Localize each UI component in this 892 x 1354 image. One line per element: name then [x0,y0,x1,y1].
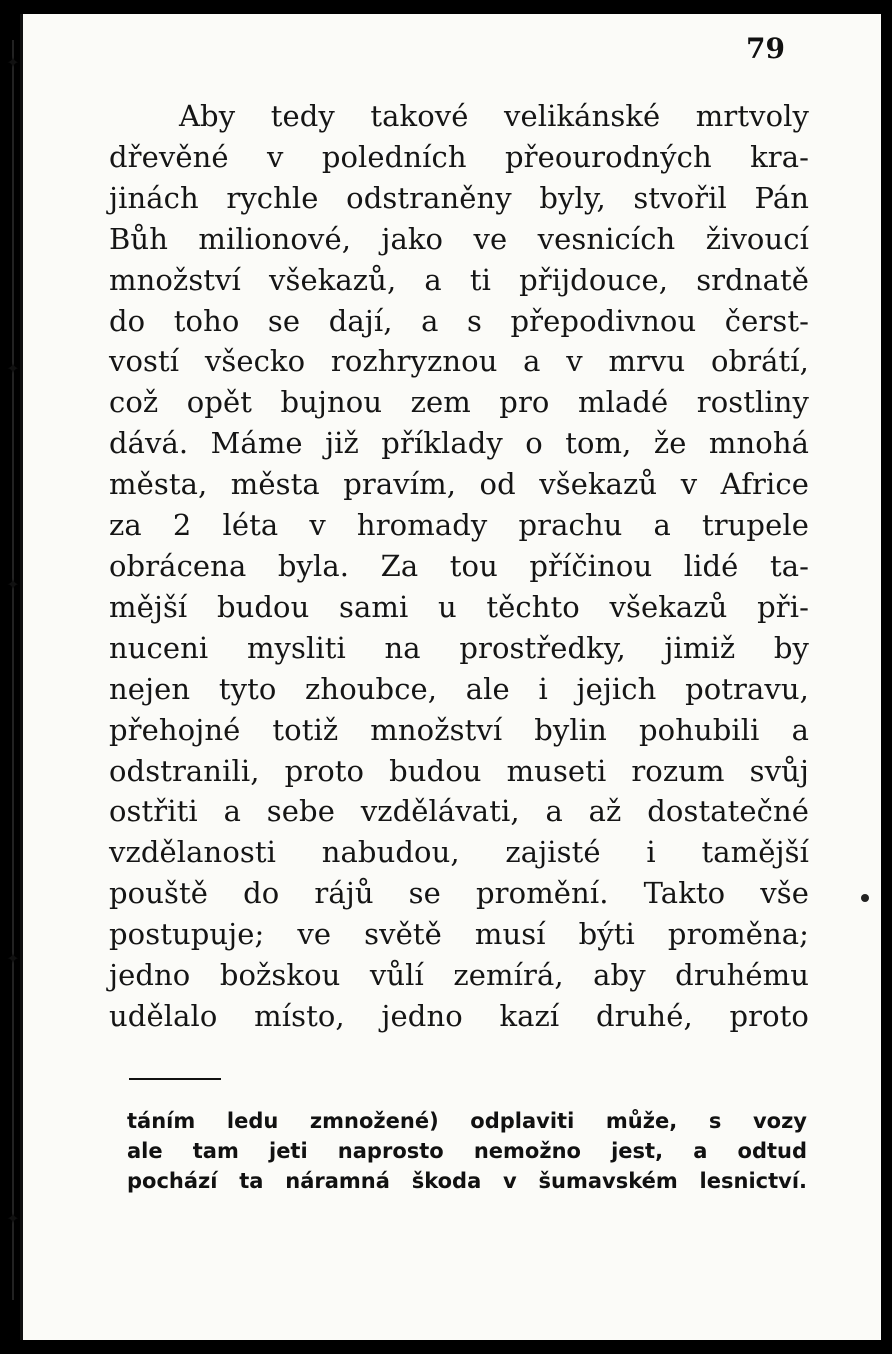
text-line: nejen tyto zhoubce, ale i jejich potravu, [109,671,809,706]
text-line: postupuje; ve světě musí býti proměna; [109,917,809,952]
footnote [127,1106,807,1196]
text-line: dává. Máme již příklady o tom, že mnohá [109,426,809,461]
text-line: dřevěné v poledních přeourodných kra- [109,139,809,174]
binding-mark: ✦ [6,949,20,968]
binding-mark: ✦ [6,359,20,378]
main-text [109,96,809,1037]
binding-mark: ✦ [6,1209,20,1228]
text-line: Aby tedy takové velikánské mrtvoly [179,99,809,133]
text-line: jedno božskou vůlí zemírá, aby druhému [109,958,809,993]
text-line: obrácena byla. Za tou příčinou lidé ta- [109,548,809,583]
text-line: přehojné totiž množství bylin pohubili a [109,712,809,747]
book-page [20,14,881,1340]
page-number: 79 [746,32,785,65]
scan-speck [861,894,869,902]
text-line: udělalo místo, jedno kazí druhé, proto [109,998,809,1033]
binding-edge [12,40,14,1300]
footnote-line: táním ledu zmnožené) odplaviti může, s vozy [127,1109,807,1133]
footnote-line: ale tam jeti naprosto nemožno jest, a odtud [127,1139,807,1163]
text-line: vzdělanosti nabudou, zajisté i tamější [109,835,809,870]
binding-mark: ✦ [6,53,20,72]
text-line: mější budou sami u těchto všekazů při- [109,589,809,624]
footnote-line: pochází ta náramná škoda v šumavském lesnictví. [127,1169,807,1193]
text-line: jinách rychle odstraněny byly, stvořil Pán [109,180,809,215]
text-line: ostřiti a sebe vzdělávati, a až dostatečné [109,794,809,829]
text-line: odstranili, proto budou museti rozum svůj [109,753,809,788]
text-line: nuceni mysliti na prostředky, jimiž by [109,630,809,665]
text-line: za 2 léta v hromady prachu a trupele [109,508,809,543]
text-line: do toho se dají, a s přepodivnou čerst- [109,303,809,338]
text-line: množství všekazů, a ti přijdouce, srdnatě [109,262,809,297]
text-line: města, města pravím, od všekazů v Africe [109,467,809,502]
text-line: vostí všecko rozhryznou a v mrvu obrátí, [109,344,809,379]
text-line: pouště do rájů se promění. Takto vše [109,876,809,911]
text-line: Bůh milionové, jako ve vesnicích živoucí [109,221,809,256]
text-line: což opět bujnou zem pro mladé rostliny [109,385,809,420]
footnote-divider [129,1078,221,1080]
binding-mark: ✦ [6,575,20,594]
